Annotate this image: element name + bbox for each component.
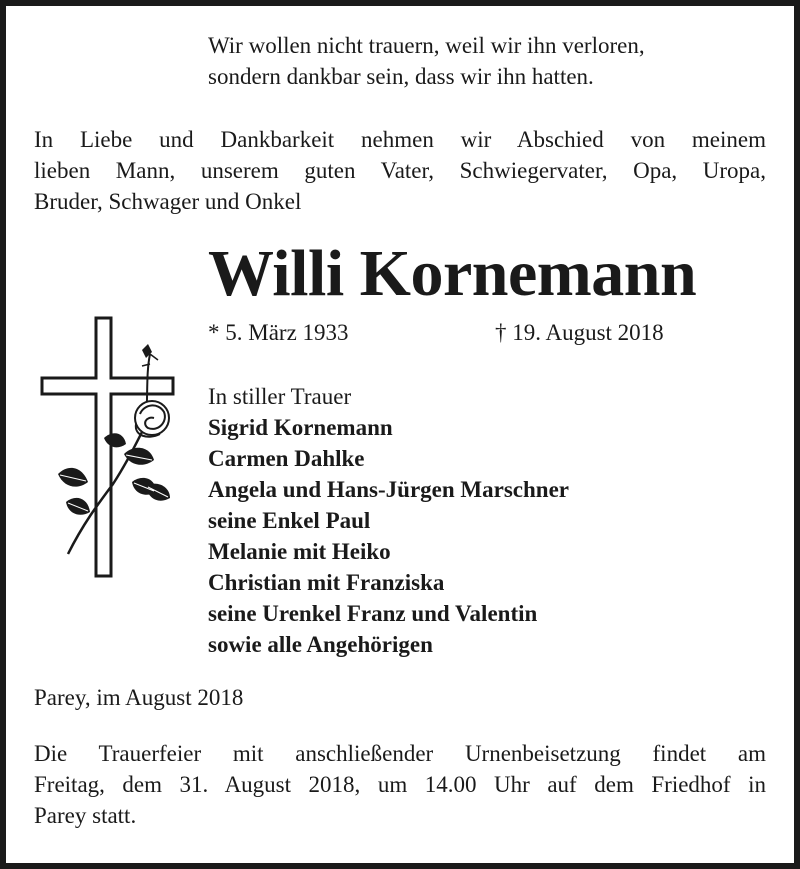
place-date: Parey, im August 2018 [34,685,244,710]
intro-line: lieben Mann, unserem guten Vater, Schwiegervater, Opa, Uropa, [34,158,766,183]
mourner-name: sowie alle Angehörigen [208,632,433,657]
mourners-heading: In stiller Trauer [208,384,352,409]
funeral-line: Parey statt. [34,803,137,828]
mourner-name: Christian mit Franziska [208,570,445,595]
intro-line: In Liebe und Dankbarkeit nehmen wir Abschied von meinem [34,127,766,152]
mourner-name: Sigrid Kornemann [208,415,393,440]
death-date: † 19. August 2018 [495,320,664,345]
deceased-name: Willi Kornemann [208,237,697,310]
intro-line: Bruder, Schwager und Onkel [34,189,302,214]
quote-line: Wir wollen nicht trauern, weil wir ihn verloren, [208,33,645,58]
funeral-notice [34,738,766,831]
mourner-name: Angela und Hans-Jürgen Marschner [208,477,569,502]
quote-line: sondern dankbar sein, dass wir ihn hatten. [208,64,594,89]
funeral-line: Freitag, dem 31. August 2018, um 14.00 Uhr auf dem Friedhof in [34,772,766,797]
mourner-name: Carmen Dahlke [208,446,365,471]
mourner-name: Melanie mit Heiko [208,539,391,564]
intro-text [34,124,766,217]
mourners-list [208,381,569,660]
memorial-quote [208,30,645,92]
funeral-line: Die Trauerfeier mit anschließender Urnenbeisetzung findet am [34,741,766,766]
mourner-name: seine Enkel Paul [208,508,371,533]
cross-with-rose-icon [38,314,178,582]
mourner-name: seine Urenkel Franz und Valentin [208,601,538,626]
birth-date: * 5. März 1933 [208,320,349,345]
